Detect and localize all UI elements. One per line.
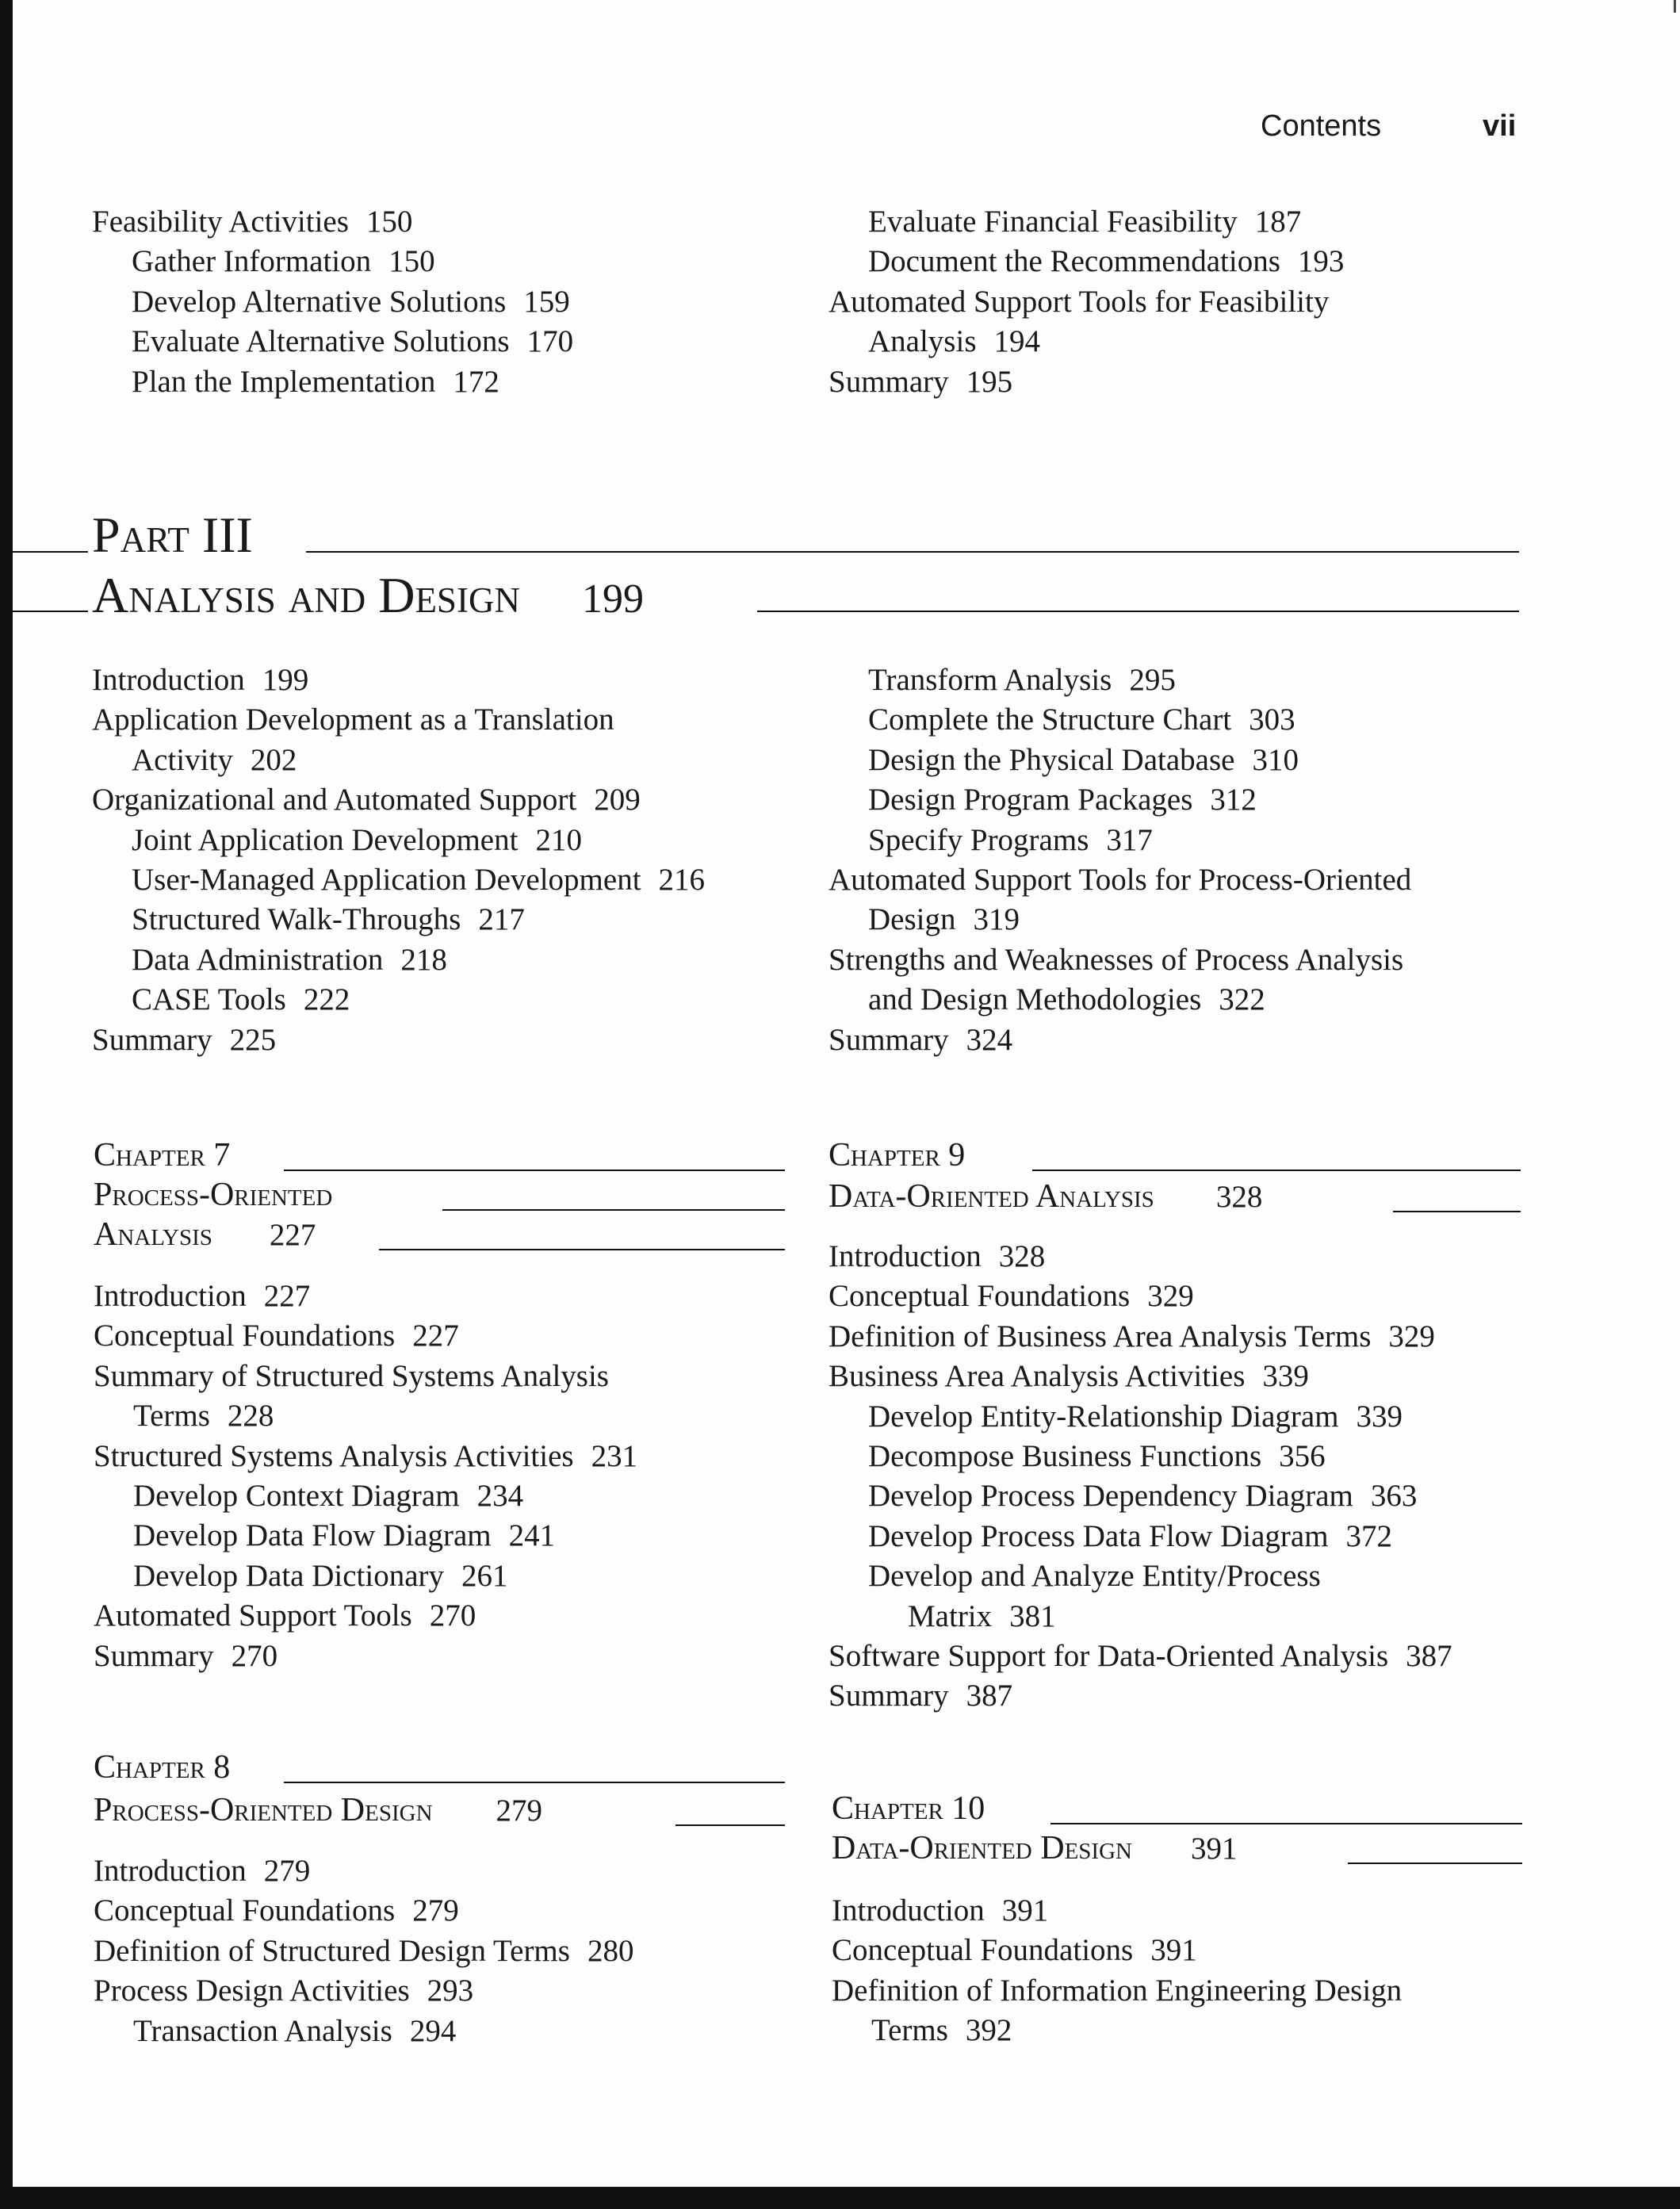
toc-entry-page: 381 [1009, 1598, 1056, 1633]
toc-entry [829, 1437, 1452, 1476]
chapter-9-page: 328 [1215, 1180, 1263, 1214]
page-number: vii [1483, 109, 1517, 143]
toc-entry-page: 228 [227, 1399, 274, 1434]
toc-entry-page: 199 [262, 663, 309, 697]
toc-entry-title: Introduction [829, 1239, 982, 1273]
toc-entry-title: Develop Data Flow Diagram [133, 1518, 492, 1553]
toc-entry-page: 216 [658, 862, 706, 897]
toc-entry-title: Application Development as a Translation [92, 703, 614, 737]
toc-entry-page: 187 [1254, 205, 1302, 239]
toc-entry-page: 339 [1262, 1359, 1309, 1394]
toc-part-right [829, 660, 1411, 1060]
part-rule-right-2 [757, 611, 1519, 612]
toc-entry [829, 1317, 1452, 1357]
toc-entry [829, 940, 1411, 980]
chapter-10-title-text: Data-Oriented Design [832, 1830, 1132, 1866]
toc-entry [829, 821, 1411, 860]
chapter-7-entries [94, 1277, 637, 1676]
toc-entry-title: Develop Data Dictionary [133, 1558, 445, 1593]
chapter-10-title [832, 1828, 1237, 1868]
toc-entry-page: 293 [427, 1974, 474, 2008]
toc-entry-title: Design the Physical Database [868, 742, 1235, 777]
chapter-9-label-text: Chapter 9 [829, 1137, 966, 1173]
toc-entry-title: Complete the Structure Chart [868, 703, 1232, 737]
toc-entry [94, 1357, 637, 1396]
toc-entry-page: 210 [535, 822, 582, 857]
toc-entry-title: Data Administration [132, 942, 384, 977]
toc-entry [829, 1637, 1452, 1676]
toc-entry [829, 1397, 1452, 1437]
toc-entry-title: Summary [94, 1638, 214, 1673]
chapter-7-label [94, 1135, 230, 1175]
toc-entry-title: Evaluate Financial Feasibility [868, 205, 1238, 239]
toc-entry-title: Matrix [908, 1598, 993, 1633]
toc-entry [829, 1277, 1452, 1316]
chapter-7-title-2-text: Analysis [94, 1216, 212, 1253]
toc-entry-title: Terms [133, 1399, 210, 1434]
part-rule-left-2 [13, 611, 88, 612]
toc-entry [829, 900, 1411, 940]
toc-entry [92, 1020, 705, 1060]
chapter-7-rule-3 [379, 1249, 785, 1250]
toc-entry-title: Design Program Packages [868, 783, 1193, 817]
toc-entry-title: Conceptual Foundations [94, 1893, 396, 1928]
toc-entry-title: Joint Application Development [132, 822, 519, 857]
part-title-text: Analysis and Design [92, 567, 520, 623]
toc-entry [92, 242, 573, 281]
toc-entry-title: Introduction [94, 1854, 247, 1888]
toc-entry-page: 193 [1297, 244, 1345, 279]
toc-entry-title: Develop Process Data Flow Diagram [868, 1518, 1329, 1553]
toc-entry [94, 1971, 633, 2011]
chapter-7-page: 227 [269, 1218, 316, 1252]
toc-entry-title: Automated Support Tools [94, 1598, 412, 1633]
toc-entry-page: 294 [409, 2013, 457, 2048]
toc-entry [829, 1357, 1452, 1396]
toc-entry-title: Develop Context Diagram [133, 1478, 460, 1513]
toc-entry-title: Develop Entity-Relationship Diagram [868, 1399, 1339, 1434]
toc-entry-title: Activity [132, 742, 233, 777]
toc-entry-title: Summary [92, 1022, 212, 1057]
toc-entry-page: 170 [526, 324, 574, 359]
toc-entry-page: 195 [966, 364, 1013, 399]
part-rule-right-1 [306, 551, 1519, 553]
toc-top-right [829, 202, 1344, 402]
toc-entry-title: Strengths and Weaknesses of Process Analysis [829, 942, 1404, 977]
part-page: 199 [581, 576, 644, 622]
toc-entry [94, 1516, 637, 1556]
toc-entry [829, 282, 1344, 322]
toc-entry [829, 322, 1344, 362]
chapter-9-entries [829, 1237, 1452, 1717]
toc-entry-page: 194 [993, 324, 1040, 359]
chapter-7-label-text: Chapter 7 [94, 1137, 231, 1173]
toc-entry [829, 780, 1411, 820]
toc-entry-title: CASE Tools [132, 982, 286, 1017]
toc-entry [829, 700, 1411, 740]
scan-edge-bottom [0, 2187, 1680, 2209]
toc-entry [829, 1597, 1452, 1637]
toc-entry [829, 980, 1411, 1020]
toc-entry-page: 310 [1252, 742, 1299, 777]
toc-entry-title: Definition of Structured Design Terms [94, 1933, 570, 1968]
toc-entry [829, 242, 1344, 281]
toc-entry-title: Evaluate Alternative Solutions [132, 324, 510, 359]
toc-entry-page: 231 [591, 1438, 638, 1473]
toc-entry-page: 363 [1370, 1479, 1418, 1514]
toc-entry [829, 741, 1411, 780]
chapter-9-title-text: Data-Oriented Analysis [829, 1178, 1154, 1215]
toc-entry-title: Conceptual Foundations [832, 1933, 1134, 1968]
chapter-10-rule-2 [1348, 1863, 1522, 1864]
toc-entry [829, 1556, 1452, 1596]
toc-entry-title: Structured Systems Analysis Activities [94, 1438, 574, 1473]
toc-entry [832, 1891, 1402, 1931]
toc-entry-page: 234 [476, 1478, 524, 1513]
toc-entry-title: Conceptual Foundations [829, 1279, 1131, 1314]
toc-entry [92, 700, 705, 740]
toc-entry [829, 362, 1344, 402]
toc-entry-title: Summary of Structured Systems Analysis [94, 1358, 609, 1393]
toc-entry-title: Process Design Activities [94, 1974, 410, 2008]
toc-entry-page: 279 [412, 1893, 459, 1928]
toc-entry [94, 1637, 637, 1676]
toc-entry-page: 270 [231, 1638, 278, 1673]
toc-entry-title: Transaction Analysis [133, 2013, 392, 2048]
toc-entry [92, 202, 573, 242]
chapter-10-page: 391 [1190, 1832, 1238, 1866]
toc-entry-title: Design [868, 902, 956, 937]
toc-entry [94, 1556, 637, 1596]
toc-entry [92, 821, 705, 860]
chapter-8-entries [94, 1851, 633, 2051]
toc-entry-page: 324 [966, 1022, 1013, 1057]
part-label [92, 507, 253, 563]
toc-entry-title: Develop Process Dependency Diagram [868, 1479, 1353, 1514]
running-head-title: Contents [1261, 109, 1382, 143]
toc-top-left [92, 202, 573, 402]
toc-entry [92, 900, 705, 940]
toc-entry-page: 387 [966, 1679, 1013, 1713]
chapter-8-title [94, 1790, 542, 1830]
part-rule-left-1 [13, 551, 88, 553]
chapter-8-label-text: Chapter 8 [94, 1749, 231, 1786]
toc-entry [92, 780, 705, 820]
toc-entry-page: 217 [478, 902, 525, 937]
toc-entry [92, 660, 705, 700]
toc-entry [829, 1676, 1452, 1716]
toc-entry-page: 150 [388, 244, 435, 279]
toc-entry-page: 387 [1406, 1638, 1452, 1673]
chapter-7-title-2 [94, 1215, 316, 1254]
chapter-7-title-1-text: Process-Oriented [94, 1177, 333, 1213]
toc-entry [92, 940, 705, 980]
toc-entry-title: Decompose Business Functions [868, 1438, 1262, 1473]
chapter-7-rule-1 [284, 1170, 785, 1171]
toc-entry-title: and Design Methodologies [868, 982, 1202, 1017]
toc-entry-page: 356 [1279, 1438, 1326, 1473]
toc-entry-page: 295 [1129, 663, 1176, 697]
chapter-9-label [829, 1135, 965, 1175]
toc-entry [92, 860, 705, 900]
toc-entry [94, 1596, 637, 1636]
toc-entry [92, 362, 573, 402]
toc-entry-title: Summary [829, 1022, 949, 1057]
toc-entry [829, 1517, 1452, 1556]
scan-mark [1674, 0, 1676, 13]
toc-entry [829, 860, 1411, 900]
toc-entry-page: 227 [412, 1319, 459, 1353]
toc-entry-page: 218 [400, 942, 447, 977]
toc-entry-title: User-Managed Application Development [132, 862, 641, 897]
toc-entry-page: 159 [523, 284, 570, 319]
toc-entry-page: 322 [1219, 982, 1265, 1017]
toc-entry-title: Specify Programs [868, 822, 1089, 857]
toc-entry-title: Terms [871, 2013, 948, 2048]
toc-entry-title: Conceptual Foundations [94, 1319, 396, 1353]
toc-entry [829, 660, 1411, 700]
part-label-text: Part III [92, 507, 253, 563]
toc-entry-title: Summary [829, 1679, 949, 1713]
toc-entry [832, 1931, 1402, 1970]
chapter-9-rule-2 [1393, 1211, 1521, 1212]
toc-part-left [92, 660, 705, 1060]
toc-entry-page: 319 [973, 902, 1020, 937]
toc-entry [92, 282, 573, 322]
toc-entry-page: 227 [263, 1279, 311, 1313]
toc-entry-page: 329 [1388, 1319, 1435, 1353]
toc-entry-title: Document the Recommendations [868, 244, 1280, 279]
chapter-7-title-1 [94, 1175, 332, 1215]
toc-entry-page: 303 [1249, 703, 1295, 737]
toc-entry-page: 312 [1210, 783, 1257, 817]
toc-entry-title: Structured Walk-Throughs [132, 902, 461, 937]
toc-entry-title: Software Support for Data-Oriented Analysis [829, 1638, 1389, 1673]
toc-entry [832, 1971, 1402, 2011]
toc-entry-page: 241 [508, 1518, 556, 1553]
toc-entry-title: Feasibility Activities [92, 205, 349, 239]
toc-entry-title: Definition of Business Area Analysis Terms [829, 1319, 1372, 1353]
toc-entry-page: 391 [1150, 1933, 1197, 1968]
toc-entry-page: 328 [998, 1239, 1046, 1273]
toc-entry [829, 1476, 1452, 1516]
toc-entry-title: Gather Information [132, 244, 372, 279]
toc-entry-title: Develop and Analyze Entity/Process [868, 1559, 1321, 1594]
chapter-8-title-text: Process-Oriented Design [94, 1792, 433, 1828]
toc-entry-title: Definition of Information Engineering Design [832, 1973, 1403, 2008]
toc-entry-page: 222 [303, 982, 350, 1017]
toc-entry [832, 2011, 1402, 2050]
toc-entry [92, 322, 573, 362]
toc-entry-title: Introduction [94, 1279, 247, 1313]
toc-entry [94, 1476, 637, 1516]
toc-entry [92, 980, 705, 1020]
toc-entry-title: Organizational and Automated Support [92, 783, 577, 817]
toc-entry-page: 261 [461, 1558, 508, 1593]
toc-entry-title: Develop Alternative Solutions [132, 284, 507, 319]
toc-entry-title: Introduction [92, 663, 245, 697]
toc-entry-page: 391 [1001, 1893, 1049, 1928]
toc-entry [829, 1020, 1411, 1060]
toc-entry-page: 279 [263, 1854, 311, 1888]
chapter-8-rule-2 [675, 1824, 785, 1826]
toc-entry-page: 172 [453, 364, 499, 399]
chapter-8-page: 279 [496, 1794, 543, 1828]
toc-entry [94, 1396, 637, 1436]
toc-entry-page: 280 [587, 1933, 634, 1968]
toc-entry-page: 270 [429, 1598, 476, 1633]
toc-entry-page: 225 [229, 1022, 277, 1057]
toc-entry-page: 329 [1147, 1279, 1194, 1314]
toc-entry-page: 209 [594, 783, 641, 817]
toc-entry [94, 1891, 633, 1931]
chapter-7-rule-2 [442, 1209, 785, 1211]
toc-entry [92, 741, 705, 780]
toc-entry [94, 1931, 633, 1971]
chapter-10-label [832, 1789, 985, 1828]
toc-entry [94, 2012, 633, 2051]
toc-entry-title: Analysis [868, 324, 977, 359]
toc-entry [829, 202, 1344, 242]
toc-entry-title: Introduction [832, 1893, 985, 1928]
scan-edge-left [0, 0, 13, 2209]
toc-entry [94, 1437, 637, 1476]
toc-entry-page: 339 [1356, 1399, 1403, 1434]
chapter-8-label [94, 1748, 230, 1787]
toc-entry-title: Automated Support Tools for Feasibility [829, 284, 1330, 319]
toc-entry-page: 392 [965, 2013, 1012, 2048]
toc-entry [829, 1237, 1452, 1277]
toc-entry [94, 1316, 637, 1356]
toc-entry-title: Business Area Analysis Activities [829, 1359, 1246, 1394]
chapter-9-title [829, 1177, 1262, 1216]
chapter-9-rule-1 [1032, 1170, 1521, 1171]
toc-entry-title: Plan the Implementation [132, 364, 436, 399]
toc-entry-page: 150 [365, 205, 413, 239]
toc-entry-page: 372 [1345, 1518, 1393, 1553]
chapter-10-rule-1 [1050, 1823, 1522, 1824]
toc-entry-page: 202 [250, 742, 297, 777]
toc-entry [94, 1851, 633, 1891]
part-title [92, 568, 644, 623]
chapter-8-rule-1 [284, 1782, 785, 1783]
chapter-10-label-text: Chapter 10 [832, 1790, 985, 1827]
toc-entry-title: Automated Support Tools for Process-Oriented [829, 862, 1412, 897]
toc-entry-title: Transform Analysis [868, 663, 1112, 697]
toc-entry-page: 317 [1106, 822, 1153, 857]
chapter-10-entries [832, 1891, 1402, 2051]
toc-entry-title: Summary [829, 364, 949, 399]
toc-entry [94, 1277, 637, 1316]
running-head [1261, 109, 1517, 144]
